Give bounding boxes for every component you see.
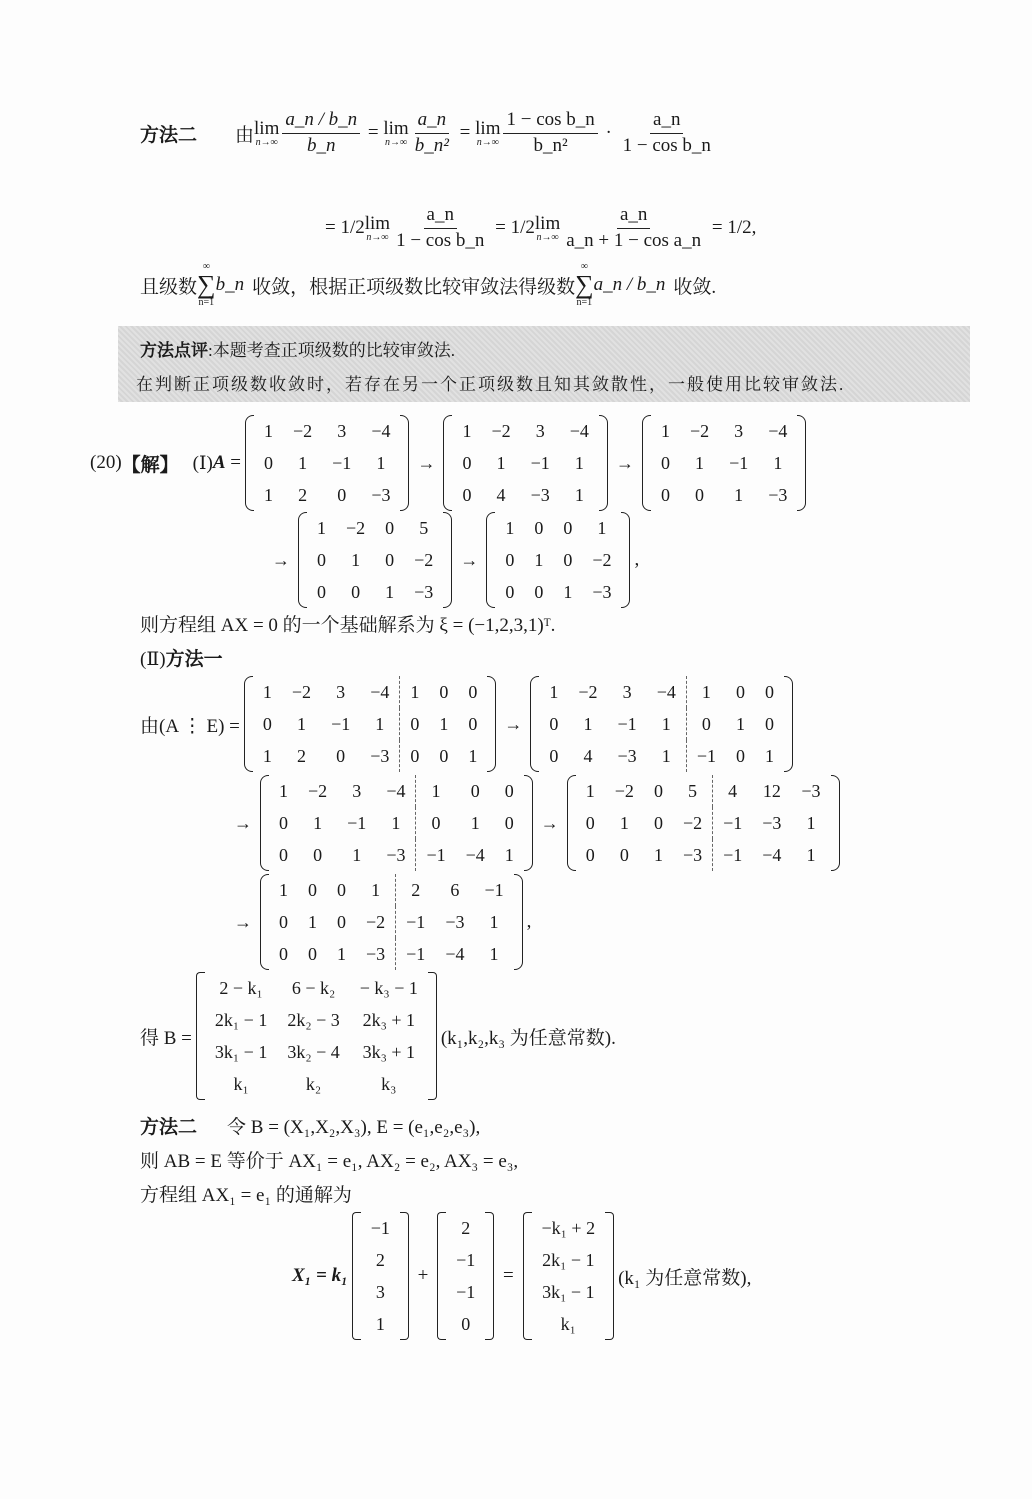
- augmented-matrix: 1 0 0 1 2 6 −1 0 1 0 −2 −1 −3 1 0 0 1 −3 −1 −4 1: [260, 874, 523, 970]
- intro-word: 由: [235, 124, 255, 146]
- vector: −1 2 3 1: [352, 1212, 409, 1340]
- summation: ∞ ∑ n=1: [197, 261, 216, 308]
- method2-line3: 方程组 AX₁ = e₁ 的通解为: [140, 1185, 352, 1206]
- B-result: 得 B = 2 − k₁ 6 − k₂ − k₃ − 1 2k₁ − 1 2k₂ − 3 2k₃ + 1 3k₁ − 1 3k₂ − 4 3k₃ + 1 k₁ k₂ k₃ (k₁,k₂,k₃ 为任意常数).: [140, 972, 616, 1100]
- fraction: $\frac{a\_n}{\text{1 − cos b\_n}}$: [622, 109, 711, 156]
- augmented-row2: → 1 −2 3 −4 1 0 0 0 1 −1 1 0 1 0 0 0 1 −3 −1 −4 1 → 1 −2 0 5 4 12 −3 0 1 0 −2 −1 −3 1 0 0 1 −3 −1 −4 1: [230, 775, 844, 871]
- fraction: $\frac{a\_n}{\text{b\_n²}}$: [414, 109, 449, 156]
- basis-sentence: 则方程组 AX = 0 的一个基础解系为 ξ = (−1,2,3,1)ᵀ.: [140, 615, 556, 636]
- comment-line2: 在判断正项级数收敛时，若存在另一个正项级数且知其敛散性，一般使用比较审敛法.: [136, 375, 846, 394]
- vector: 2 −1 −1 0: [437, 1212, 494, 1340]
- augmented-matrix: 1 −2 3 −4 1 0 0 0 1 −1 1 0 1 0 0 4 −3 1 −1 0 1: [530, 676, 793, 772]
- fraction: $\frac{a\_n}{\text{1 − cos b\_n}}$: [396, 204, 485, 251]
- fraction: $\frac{a\_n}{\text{a\_n + 1 − cos a\_n}}$: [566, 204, 702, 251]
- comment-line1: 本题考查正项级数的比较审敛法.: [212, 341, 455, 360]
- fraction: $\frac{\text{1 − cos b\_n}}{\text{b\_n²}}$: [503, 110, 597, 157]
- compound-fraction: $\frac{a\_n / b\_n}{b\_n}$: [282, 110, 360, 157]
- augmented-matrix: 1 −2 3 −4 1 0 0 0 1 −1 1 0 1 0 0 0 1 −3 −1 −4 1: [260, 775, 533, 871]
- conclusion-line: 且级数 ∞ ∑ n=1 b_n 收敛，根据正项级数比较审敛法得级数 ∞ ∑ n=1 a_n / b_n 收敛.: [140, 261, 717, 308]
- matrix: 1 −2 3 −4 0 1 −1 1 0 4 −3 1: [443, 415, 607, 511]
- solution-tag: 【解】: [121, 453, 179, 476]
- vector: −k₁ + 2 2k₁ − 1 3k₁ − 1 k₁: [523, 1212, 615, 1340]
- method-comment-box: 方法点评:本题考查正项级数的比较审敛法. 在判断正项级数收敛时，若存在另一个正项级数且知其敛散性，一般使用比较审敛法.: [118, 326, 970, 402]
- matrix: 1 −2 0 5 0 1 0 −2 0 0 1 −3: [298, 512, 452, 608]
- method2-header: 方法二: [140, 123, 198, 146]
- problem20-part1-row1: (20) 【解】 (Ⅰ) A = 1 −2 3 −4 0 1 −1 1 1 2 0 −3 → 1 −2 3 −4 0 1 −1 1 0 4 −3 1 → 1 −2 3 −4 0 1 −1 1 0 0 1 −3: [90, 415, 810, 511]
- augmented-matrix: 1 −2 3 −4 1 0 0 0 1 −1 1 0 1 0 1 2 0 −3 0 0 1: [244, 676, 496, 772]
- X1-general-solution: X₁ = k₁ −1 2 3 1 + 2 −1 −1 0 = −k₁ + 2 2k₁ − 1 3k₁ − 1 k₁ (k₁ 为任意常数),: [292, 1212, 751, 1340]
- comment-label: 方法点评: [140, 341, 208, 361]
- matrix: 1 −2 3 −4 0 1 −1 1 1 2 0 −3: [245, 415, 409, 511]
- augmented-row1: 由(A ⋮ E) = 1 −2 3 −4 1 0 0 0 1 −1 1 0 1 0 1 2 0 −3 0 0 1 → 1 −2 3 −4 1 0 0 0 1 −1 1 0 1 0 0 4 −3 1 −1 0 1: [140, 676, 797, 772]
- problem20-part1-row2: → 1 −2 0 5 0 1 0 −2 0 0 1 −3 → 1 0 0 1 0 1 0 −2 0 0 1 −3 ,: [268, 512, 639, 608]
- limit-equation-line2: = 1/2 lim n→∞ $\frac{a\_n}{\text{1 − cos b\_n}}$ = 1/2 lim n→∞ $\frac{a\_n}{\text{a\_n + 1 − cos a\_n}}$ = 1/2 ,: [325, 204, 757, 251]
- matrix: 1 0 0 1 0 1 0 −2 0 0 1 −3: [486, 512, 630, 608]
- method2-line2: 则 AB = E 等价于 AX₁ = e₁, AX₂ = e₂, AX₃ = e₃,: [140, 1151, 519, 1172]
- augmented-matrix: 1 −2 0 5 4 12 −3 0 1 0 −2 −1 −3 1 0 0 1 −3 −1 −4 1: [567, 775, 840, 871]
- B-matrix: 2 − k₁ 6 − k₂ − k₃ − 1 2k₁ − 1 2k₂ − 3 2k₃ + 1 3k₁ − 1 3k₂ − 4 3k₃ + 1 k₁ k₂ k₃: [196, 972, 437, 1100]
- part2-heading: (Ⅱ)方法一: [140, 648, 223, 670]
- augmented-row3: → 1 0 0 1 2 6 −1 0 1 0 −2 −1 −3 1 0 0 1 −3 −1 −4 1 ,: [230, 874, 531, 970]
- method2-line1: 方法二 令 B = (X₁,X₂,X₃), E = (e₁,e₂,e₃),: [140, 1116, 481, 1138]
- summation: ∞ ∑ n=1: [575, 261, 594, 308]
- limit-op: lim n→∞: [254, 117, 280, 148]
- matrix: 1 −2 3 −4 0 1 −1 1 0 0 1 −3: [642, 415, 806, 511]
- limit-equation-line1: 方法二 由 lim n→∞ $\frac{a\_n / b\_n}{b\_n}$ = lim n→∞ $\frac{a\_n}{\text{b\_n²}}$ = lim n→∞ $\frac{\text{1 − cos b\_n}}{\text{b\_n²}}$ · $\frac{a\_n}{\text{1 − cos b\_n}}$: [140, 110, 717, 157]
